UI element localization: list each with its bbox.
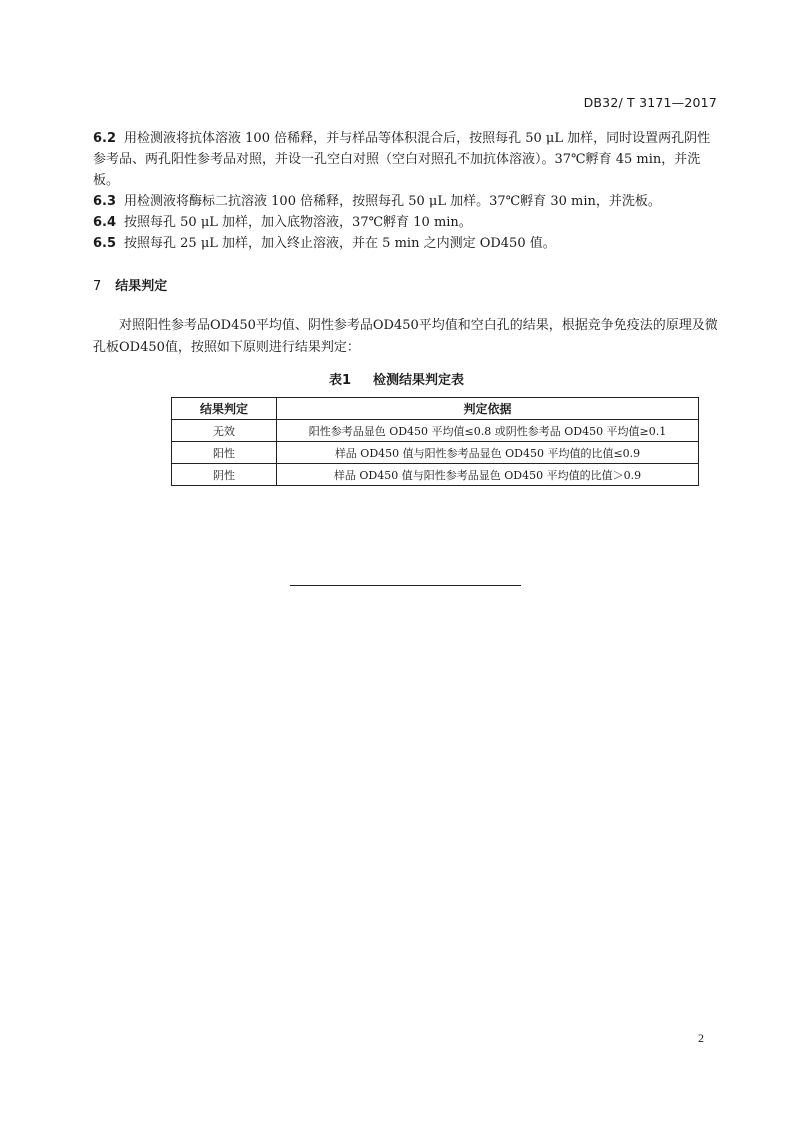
section-7-heading bbox=[93, 275, 167, 294]
clause-6-3 bbox=[93, 191, 718, 212]
table-cell-result: 阴性 bbox=[172, 464, 277, 486]
clause-text: 用检测液将酶标二抗溶液 100 倍稀释，按照每孔 50 μL 加样。37℃孵育 30 min，并洗板。 bbox=[124, 194, 661, 209]
table-row bbox=[172, 464, 699, 486]
clause-6-5 bbox=[93, 233, 718, 254]
document-id: DB32/ T 3171—2017 bbox=[583, 95, 717, 110]
table-cell-criterion: 样品 OD450 值与阳性参考品显色 OD450 平均值的比值＞0.9 bbox=[277, 464, 699, 486]
clause-6-4 bbox=[93, 212, 718, 233]
table-cell-result: 阳性 bbox=[172, 442, 277, 464]
table-header-cell: 结果判定 bbox=[172, 398, 277, 420]
table-cell-result: 无效 bbox=[172, 420, 277, 442]
table-row bbox=[172, 420, 699, 442]
end-of-document-rule bbox=[290, 585, 521, 586]
section-7-paragraph: 对照阳性参考品OD450平均值、阴性参考品OD450平均值和空白孔的结果，根据竞争免疫法的原理及微孔板OD450值，按照如下原则进行结果判定： bbox=[93, 318, 718, 355]
page-number: 2 bbox=[698, 1031, 704, 1045]
section-title: 结果判定 bbox=[115, 279, 168, 294]
clause-number: 6.4 bbox=[93, 215, 117, 230]
table-row bbox=[172, 442, 699, 464]
table-caption bbox=[0, 369, 793, 388]
clause-text: 按照每孔 25 μL 加样，加入终止溶液，并在 5 min 之内测定 OD450 值。 bbox=[124, 236, 556, 251]
table-header-row bbox=[172, 398, 699, 420]
clause-number: 6.5 bbox=[93, 236, 117, 251]
clause-number: 6.2 bbox=[93, 131, 117, 146]
table-cell-criterion: 样品 OD450 值与阳性参考品显色 OD450 平均值的比值≤0.9 bbox=[277, 442, 699, 464]
table-caption-text: 检测结果判定表 bbox=[373, 373, 465, 388]
clause-number: 6.3 bbox=[93, 194, 117, 209]
clause-6-2 bbox=[93, 128, 718, 191]
table-caption-number: 表1 bbox=[328, 373, 352, 388]
section-number: 7 bbox=[93, 279, 102, 294]
clause-text: 按照每孔 50 μL 加样，加入底物溶液，37℃孵育 10 min。 bbox=[124, 215, 472, 230]
clause-text: 用检测液将抗体溶液 100 倍稀释，并与样品等体积混合后，按照每孔 50 μL 加样，同时设置两孔阴性参考品、两孔阳性参考品对照，并设一孔空白对照（空白对照孔不加抗体溶液）。37℃孵育 45 min，并洗板。 bbox=[93, 131, 711, 188]
table-cell-criterion: 阳性参考品显色 OD450 平均值≤0.8 或阴性参考品 OD450 平均值≥0.1 bbox=[277, 420, 699, 442]
result-judgment-table bbox=[171, 397, 699, 486]
table-header-cell: 判定依据 bbox=[277, 398, 699, 420]
